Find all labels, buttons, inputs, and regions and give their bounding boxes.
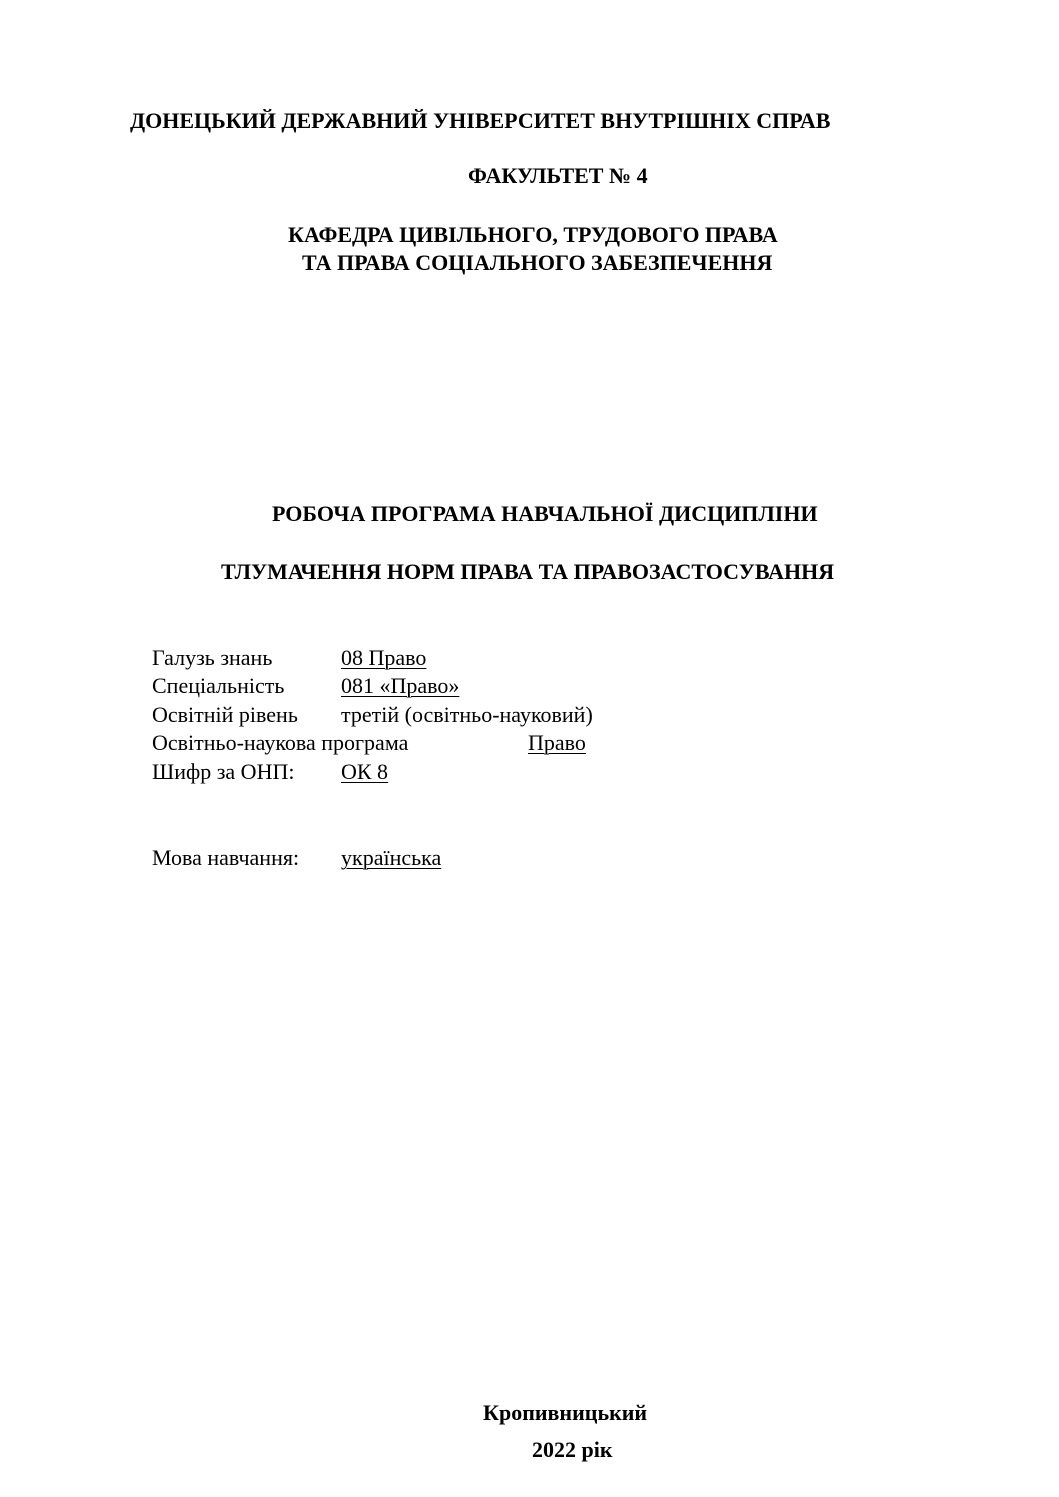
code-label: Шифр за ОНП:	[152, 759, 295, 784]
discipline-title: ТЛУМАЧЕННЯ НОРМ ПРАВА ТА ПРАВОЗАСТОСУВАННЯ	[221, 559, 835, 584]
program-label: Освітньо-наукова програма	[152, 730, 409, 755]
year-text: 2022 рік	[532, 1437, 613, 1462]
knowledge-area-label: Галузь знань	[152, 645, 273, 670]
department-title-line1: КАФЕДРА ЦИВІЛЬНОГО, ТРУДОВОГО ПРАВА	[288, 222, 778, 247]
document-type-title: РОБОЧА ПРОГРАМА НАВЧАЛЬНОЇ ДИСЦИПЛІНИ	[272, 501, 818, 526]
education-level-value: третій (освітньо-науковий)	[341, 702, 593, 727]
language-value: українська	[341, 845, 442, 870]
faculty-title: ФАКУЛЬТЕТ № 4	[468, 163, 648, 188]
specialty-label: Спеціальність	[152, 673, 285, 698]
university-title: ДОНЕЦЬКИЙ ДЕРЖАВНИЙ УНІВЕРСИТЕТ ВНУТРІШНІХ СПРАВ	[130, 108, 831, 133]
program-value: Право	[528, 730, 586, 755]
city-text: Кропивницький	[483, 1400, 648, 1425]
knowledge-area-value: 08 Право	[341, 645, 427, 670]
code-value: ОК 8	[341, 759, 389, 784]
specialty-value: 081 «Право»	[341, 673, 460, 698]
department-title-line2: ТА ПРАВА СОЦІАЛЬНОГО ЗАБЕЗПЕЧЕННЯ	[302, 250, 773, 275]
language-label: Мова навчання:	[152, 845, 300, 870]
education-level-label: Освітній рівень	[152, 702, 298, 727]
